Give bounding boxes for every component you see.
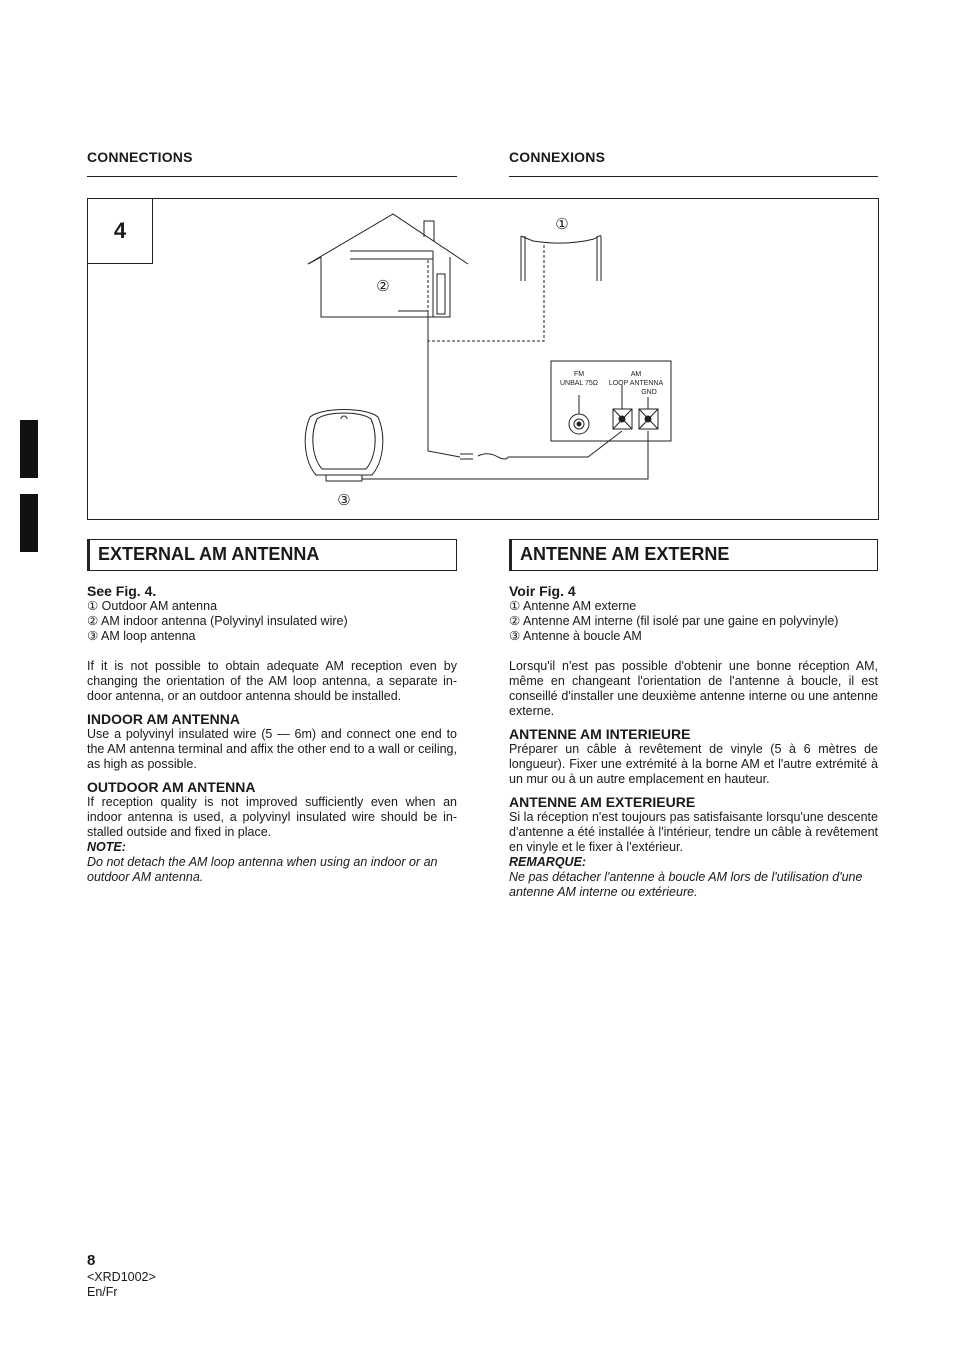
loop-antenna-illustration [305, 410, 383, 482]
terminal-label-fm: FM [573, 371, 585, 378]
house-illustration [308, 214, 468, 317]
intro-text-en: If it is not possible to obtain adequate AM reception even by changing the orientation of the AM loop antenna, a separate in-door antenna, or an outdoor antenna should be installed. [87, 659, 457, 703]
outdoor-title-en: OUTDOOR AM ANTENNA [87, 779, 256, 795]
list-item-en-2: ② AM indoor antenna (Polyvinyl insulated wire) [87, 614, 348, 628]
side-tab-bottom [20, 494, 38, 552]
note-text-fr: Ne pas détacher l'antenne à boucle AM lors de l'utilisation d'une antenne AM interne ou extérieure. [509, 870, 863, 899]
indoor-title-en: INDOOR AM ANTENNA [87, 711, 240, 727]
callout-2: ② [376, 278, 390, 295]
section-title-en: EXTERNAL AM ANTENNA [87, 539, 457, 571]
figure-number: 4 [88, 199, 153, 264]
side-tab-top [20, 420, 38, 478]
terminal-panel [551, 361, 671, 441]
list-item-fr-2: ② Antenne AM interne (fil isolé par une gaine en polyvinyle) [509, 614, 839, 628]
note-label-en: NOTE: [87, 840, 126, 854]
note-text-en: Do not detach the AM loop antenna when using an indoor or an outdoor AM antenna. [87, 855, 438, 884]
outdoor-title-fr: ANTENNE AM EXTERIEURE [509, 794, 696, 810]
terminal-label-am-sub: LOOP ANTENNA [608, 380, 664, 387]
see-fig-fr: Voir Fig. 4 [509, 583, 576, 599]
callout-3: ③ [337, 492, 351, 509]
see-fig-en: See Fig. 4. [87, 583, 157, 599]
language-code: En/Fr [87, 1285, 118, 1299]
header-connexions: CONNEXIONS [509, 149, 606, 165]
model-code: <XRD1002> [87, 1270, 156, 1284]
indoor-title-fr: ANTENNE AM INTERIEURE [509, 726, 691, 742]
section-title-fr: ANTENNE AM EXTERNE [509, 539, 878, 571]
terminal-label-gnd: GND [641, 389, 657, 396]
list-item-en-3: ③ AM loop antenna [87, 629, 196, 643]
outdoor-antenna-illustration [521, 235, 601, 281]
footer [87, 1252, 156, 1300]
header-rule-right [509, 176, 878, 177]
list-item-fr-3: ③ Antenne à boucle AM [509, 629, 642, 643]
terminal-label-fm-sub: UNBAL 75Ω [559, 380, 599, 387]
column-french [509, 584, 878, 900]
page-number: 8 [87, 1252, 96, 1269]
figure-4-box [87, 198, 879, 520]
header-connections: CONNECTIONS [87, 149, 193, 165]
header-rule-left [87, 176, 457, 177]
intro-text-fr: Lorsqu'il n'est pas possible d'obtenir une bonne réception AM, même en changeant l'orientation de l'antenne à boucle, il est conseillé d'installer une deuxième antenne interne ou une antenne externe. [509, 659, 878, 718]
outdoor-text-fr: Si la réception n'est toujours pas satisfaisante lorsqu'une descente d'antenne a été installée à l'intérieur, tendre un câble à revêtement en vinyle et le fixer à l'extérieur. [509, 810, 878, 854]
note-label-fr: REMARQUE: [509, 855, 587, 869]
callout-1: ① [555, 216, 569, 233]
outdoor-text-en: If reception quality is not improved sufficiently even when an indoor antenna is used, a polyvinyl insulated wire should be in-stalled outside and fixed in place. [87, 795, 457, 839]
list-item-en-1: ① Outdoor AM antenna [87, 599, 218, 613]
column-english [87, 584, 457, 885]
indoor-text-en: Use a polyvinyl insulated wire (5 — 6m) and connect one end to the AM antenna terminal and affix the other end to a wall or ceiling, as high as possible. [87, 727, 457, 771]
indoor-text-fr: Préparer un câble à revêtement de vinyle (5 à 6 mètres de longueur). Fixer une extrémité à la borne AM et l'autre extrémité à un mur ou à un autre emplacement en hauteur. [509, 742, 878, 786]
list-item-fr-1: ① Antenne AM externe [509, 599, 637, 613]
terminal-label-am: AM [630, 371, 642, 378]
antenna-connection-diagram [88, 199, 878, 519]
